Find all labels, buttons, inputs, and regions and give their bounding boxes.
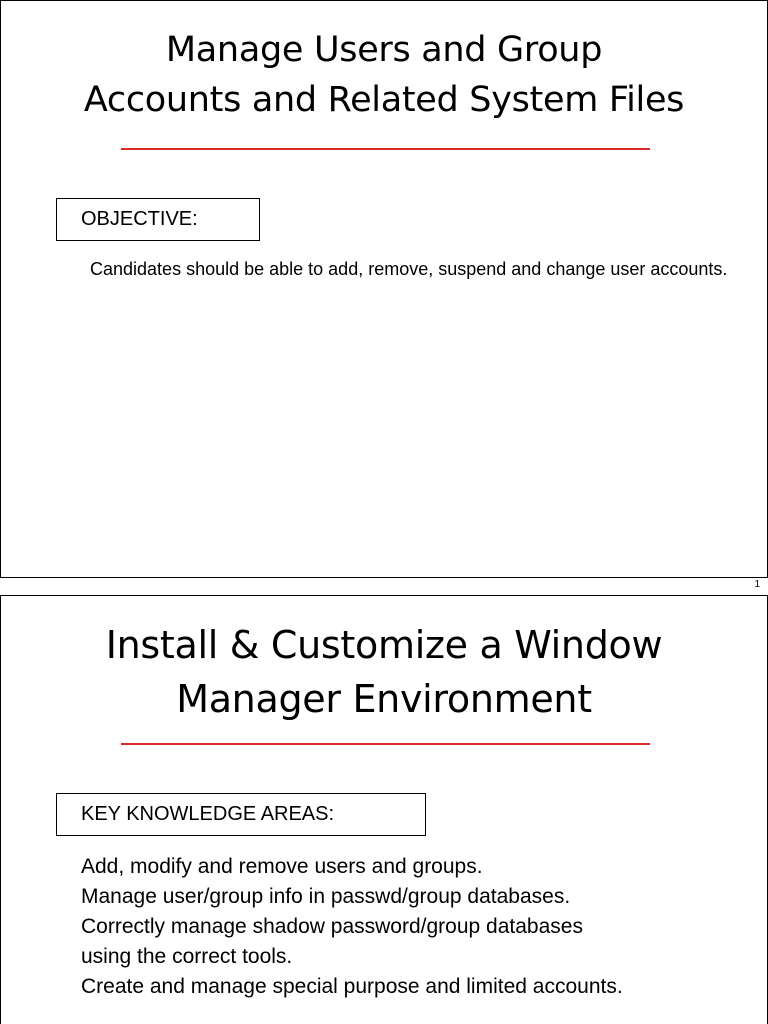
- slide-2: [0, 595, 768, 1024]
- list-item: Add, modify and remove users and groups.: [81, 855, 483, 878]
- slide-1-title-divider: [121, 148, 650, 150]
- objective-text: Candidates should be able to add, remove, suspend and change user accounts.: [90, 259, 728, 279]
- slide-1-title-line-1: Manage Users and Group: [165, 30, 603, 70]
- key-knowledge-label: KEY KNOWLEDGE AREAS: [81, 803, 329, 825]
- key-knowledge-label-colon: :: [328, 803, 335, 825]
- list-item: Manage user/group info in passwd/group databases.: [81, 885, 571, 908]
- key-knowledge-label-box: [56, 793, 426, 836]
- slide-2-title: [1, 618, 767, 726]
- list-item: using the correct tools.: [81, 945, 293, 968]
- slide-2-title-divider: [121, 743, 650, 745]
- list-item: Create and manage special purpose and limited accounts.: [81, 975, 623, 998]
- objective-label-box: [56, 198, 260, 241]
- objective-label-colon: :: [192, 208, 198, 230]
- slide-1-title-line-2: Accounts and Related System Files: [83, 80, 685, 120]
- slide-2-title-line-2: Manager Environment: [176, 677, 592, 721]
- slide-2-title-line-1: Install & Customize a Window: [105, 623, 663, 667]
- list-item: Correctly manage shadow password/group databases: [81, 915, 583, 938]
- page-number: 1: [754, 579, 760, 590]
- slide-1-title: [1, 25, 767, 125]
- objective-label: OBJECTIVE: [81, 208, 193, 230]
- key-knowledge-list: [81, 852, 751, 1002]
